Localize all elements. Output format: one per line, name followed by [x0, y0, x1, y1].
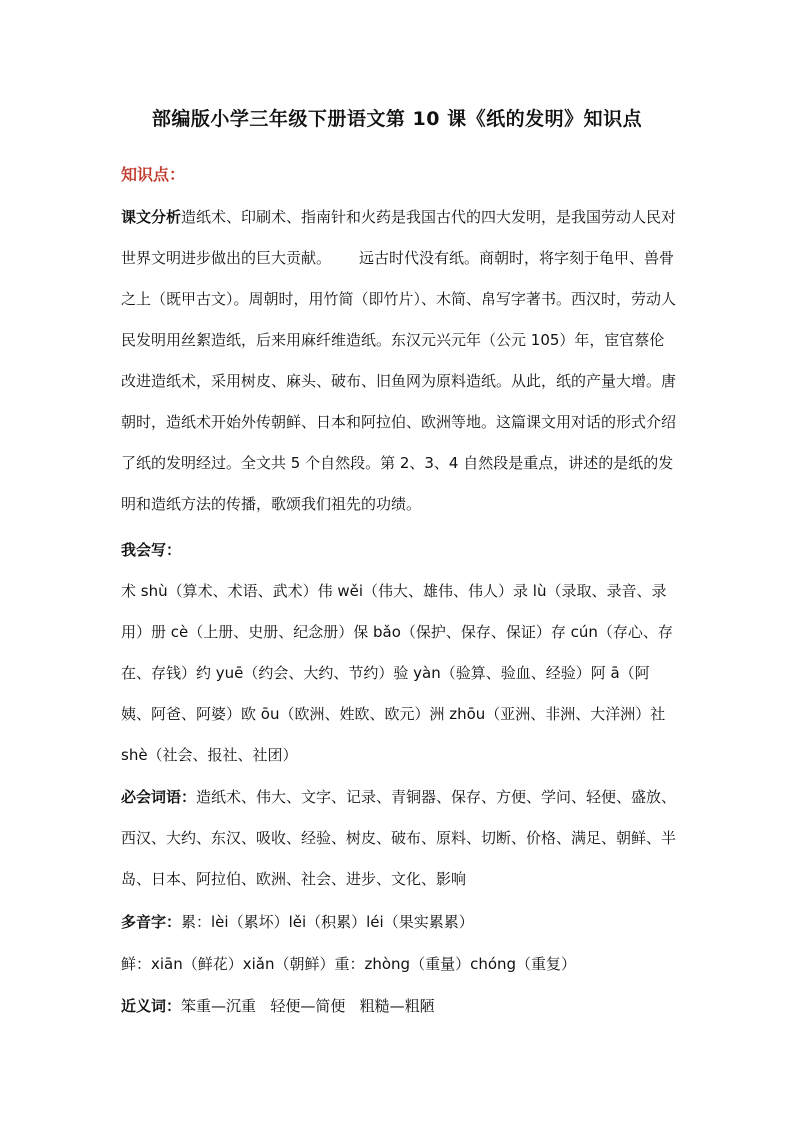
words-label: 必会词语： [121, 788, 197, 806]
synonym-item: 轻便—简便 [270, 997, 346, 1015]
polyphone-line-1 [121, 911, 677, 933]
words-paragraph [121, 777, 677, 900]
synonyms-line [121, 995, 677, 1017]
polyphone-line-2 [121, 953, 677, 975]
write-text: 术 shù（算术、术语、武术）伟 wěi（伟大、雄伟、伟人）录 lù（录取、录音、录用）册 cè（上册、史册、纪念册）保 bǎo（保护、保存、保证）存 cún（存心、存在、存钱）约 yuē（约会、大约、节约）验 yàn（验算、验血、经验）阿 ā（阿姨、阿爸、阿婆）欧 ōu（欧洲、姓欧、欧元）洲 zhōu（亚洲、非洲、大洋洲）社 shè（社会、报社、社团） [121, 582, 673, 764]
analysis-text: 造纸术、印刷术、指南针和火药是我国古代的四大发明，是我国劳动人民对世界文明进步做出的巨大贡献。 [121, 208, 677, 267]
synonyms-label: 近义词： [121, 997, 182, 1015]
polyphone-text-1: 累：lèi（累坏）lěi（积累）léi（果实累累） [181, 913, 474, 931]
polyphone-label: 多音字： [121, 913, 182, 931]
write-heading-block [121, 530, 677, 571]
analysis-text-2: 远古时代没有纸。商朝时，将字刻于龟甲、兽骨之上（既甲古文）。周朝时，用竹简（即竹片）、木简、帛写字著书。西汉时，劳动人民发明用丝絮造纸，后来用麻纤维造纸。东汉元兴元年（公元 105）年，宦官蔡伦改进造纸术，采用树皮、麻头、破布、旧鱼网为原料造纸。从此，纸的产量大增。唐朝时，造纸术开始外传朝鲜、日本和阿拉伯、欧洲等地。这篇课文用对话的形式介绍了纸的发明经过。全文共 5 个自然段。第 2、3、4 自然段是重点，讲述的是纸的发明和造纸方法的传播，歌颂我们祖先的功绩。 [121, 249, 677, 513]
synonym-item: 笨重—沉重 [181, 997, 257, 1015]
words-text: 造纸术、伟大、文字、记录、青铜器、保存、方便、学问、轻便、盛放、西汉、大约、东汉、吸收、经验、树皮、破布、原料、切断、价格、满足、朝鲜、半岛、日本、阿拉伯、欧洲、社会、进步、文化、影响 [121, 788, 677, 888]
synonym-item: 粗糙—粗陋 [359, 997, 435, 1015]
write-label: 我会写： [121, 541, 182, 559]
analysis-label: 课文分析 [121, 208, 182, 226]
knowledge-heading: 知识点： [121, 165, 186, 184]
write-paragraph [121, 571, 677, 776]
analysis-paragraph [121, 197, 677, 525]
document-title: 部编版小学三年级下册语文第 10 课《纸的发明》知识点 [151, 108, 643, 130]
polyphone-text-2: 鲜：xiān（鲜花）xiǎn（朝鲜）重：zhòng（重量）chóng（重复） [121, 955, 577, 973]
